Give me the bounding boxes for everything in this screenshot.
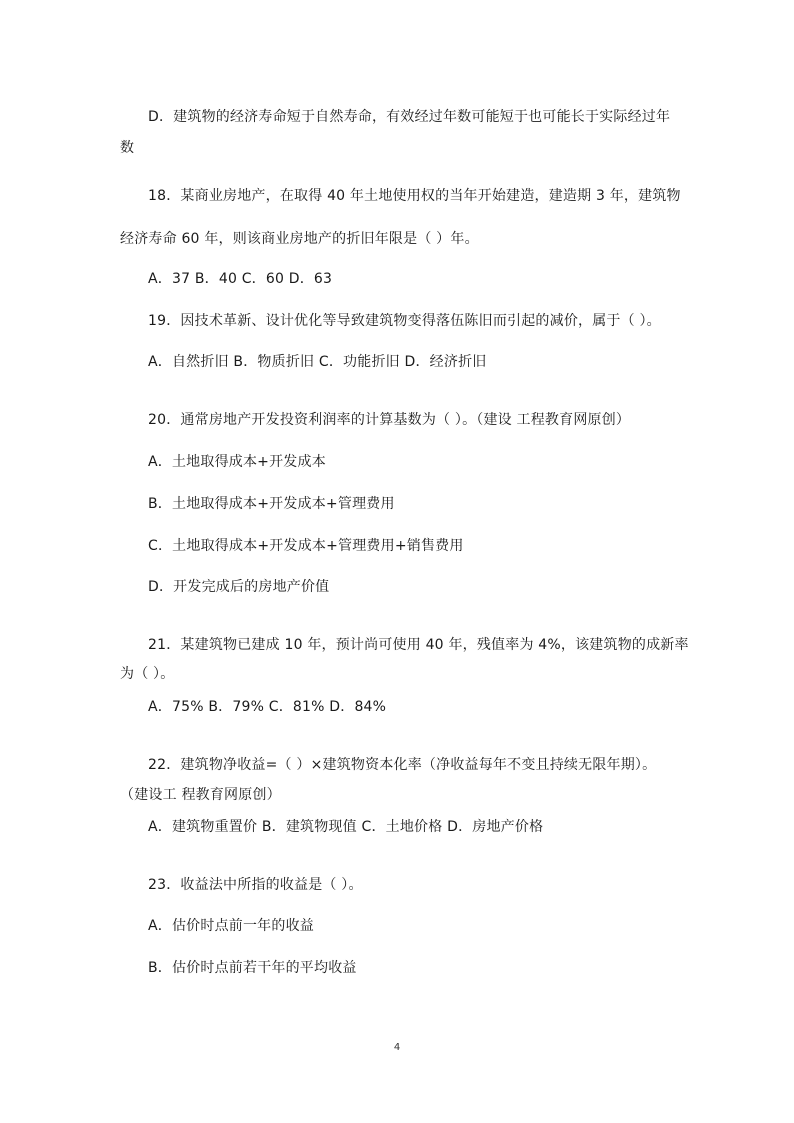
text-line: 为（ ）。 [120, 666, 175, 682]
answer-options: A．建筑物重置价 B．建筑物现值 C．土地价格 D．房地产价格 [148, 819, 544, 835]
answer-option: D．开发完成后的房地产价值 [148, 579, 330, 595]
text-line: （建设工 程教育网原创） [120, 787, 281, 803]
question-21: 21．某建筑物已建成 10 年，预计尚可使用 40 年，残值率为 4%，该建筑物的成新率 [148, 637, 689, 653]
answer-option: C．土地取得成本+开发成本+管理费用+销售费用 [148, 538, 464, 554]
answer-option: B．土地取得成本+开发成本+管理费用 [148, 496, 395, 512]
answer-options: A．75% B．79% C．81% D．84% [148, 699, 387, 715]
answer-option: B．估价时点前若干年的平均收益 [148, 960, 357, 976]
question-18: 18．某商业房地产，在取得 40 年土地使用权的当年开始建造，建造期 3 年，建筑物 [148, 188, 681, 204]
question-19: 19．因技术革新、设计优化等导致建筑物变得落伍陈旧而引起的减价，属于（ ）。 [148, 313, 661, 329]
page-number: 4 [393, 1042, 401, 1053]
text-line: 经济寿命 60 年，则该商业房地产的折旧年限是（ ）年。 [120, 231, 479, 247]
answer-options: A．37 B．40 C．60 D．63 [148, 271, 333, 287]
question-22: 22．建筑物净收益=（ ）×建筑物资本化率（净收益每年不变且持续无限年期）。 [148, 757, 657, 773]
text-line: D．建筑物的经济寿命短于自然寿命，有效经过年数可能短于也可能长于实际经过年 [148, 109, 671, 125]
question-20: 20．通常房地产开发投资利润率的计算基数为（ ）。（建设 工程教育网原创） [148, 412, 631, 428]
answer-option: A．估价时点前一年的收益 [148, 918, 314, 934]
text-line: 数 [120, 140, 135, 156]
answer-options: A．自然折旧 B．物质折旧 C．功能折旧 D．经济折旧 [148, 354, 487, 370]
answer-option: A．土地取得成本+开发成本 [148, 454, 326, 470]
question-23: 23．收益法中所指的收益是（ ）。 [148, 877, 363, 893]
